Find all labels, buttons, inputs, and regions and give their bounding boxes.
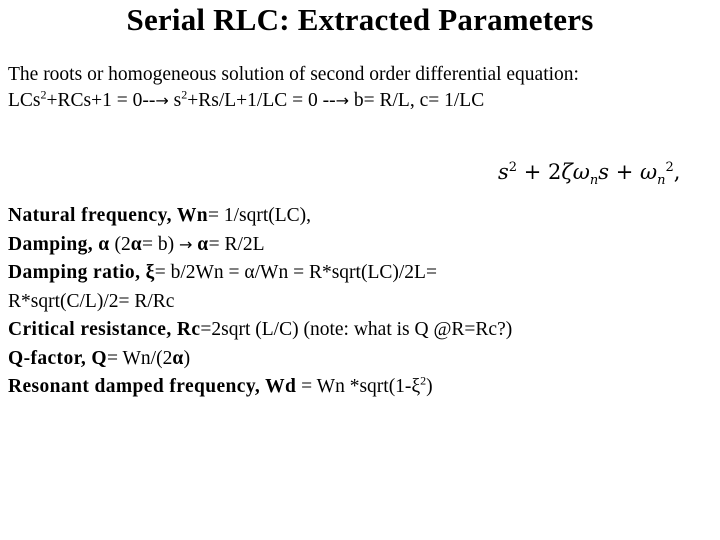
standard-form-equation bbox=[498, 160, 680, 188]
intro-part: +RCs+1 = 0-- bbox=[46, 90, 156, 111]
damping-ratio-value: = b/2Wn = bbox=[154, 262, 245, 283]
exponent: 2 bbox=[420, 373, 427, 388]
slide-title: Serial RLC: Extracted Parameters bbox=[126, 2, 594, 37]
damping-value: (2 bbox=[109, 233, 131, 255]
xi-symbol: ξ bbox=[145, 262, 155, 283]
intro-part: b= R/L, c= 1/LC bbox=[349, 90, 485, 111]
formula-exponent: 2 bbox=[508, 160, 518, 175]
alpha-symbol: α bbox=[130, 233, 143, 255]
right-arrow-icon: → bbox=[155, 91, 169, 110]
formula-subscript: n bbox=[657, 173, 666, 189]
resonant-frequency-value: ) bbox=[426, 376, 433, 397]
natural-frequency-value: = 1/sqrt(LC), bbox=[207, 205, 312, 226]
alpha-symbol: α bbox=[172, 347, 184, 369]
alpha-symbol: α bbox=[197, 233, 209, 255]
formula-symbol: s bbox=[498, 160, 509, 184]
damping-value: = R/2L bbox=[208, 233, 265, 255]
damping-ratio-value: /Wn = R*sqrt(LC)/2L= bbox=[254, 262, 437, 283]
damping-ratio-line bbox=[8, 259, 720, 288]
resonant-frequency-value: = Wn *sqrt(1- bbox=[296, 376, 412, 397]
intro-part: +Rs/L+1/LC = 0 -- bbox=[187, 90, 336, 111]
damping-line bbox=[8, 231, 720, 260]
right-arrow-icon: → bbox=[335, 91, 350, 110]
formula-symbol: s bbox=[598, 160, 610, 184]
resonant-frequency-line bbox=[8, 373, 720, 402]
critical-resistance-value: =2sqrt (L/C) (note: what is Q @R=Rc?) bbox=[200, 319, 513, 340]
critical-resistance-label: Critical resistance, Rc bbox=[8, 319, 201, 340]
q-factor-value: ) bbox=[183, 347, 191, 369]
formula-exponent: 2 bbox=[665, 160, 674, 175]
q-factor-line bbox=[8, 345, 720, 374]
natural-frequency-label: Natural frequency, Wn bbox=[8, 205, 208, 226]
formula-symbol: , bbox=[673, 160, 681, 184]
intro-part: s bbox=[168, 90, 182, 111]
intro-part: LCs bbox=[8, 90, 41, 111]
formula-symbol: ω bbox=[640, 160, 658, 184]
formula-symbol: ζ bbox=[561, 160, 573, 184]
intro-line-1: The roots or homogeneous solution of second order differential equation: bbox=[8, 64, 579, 85]
alpha-symbol: α bbox=[244, 262, 255, 283]
xi-symbol: ξ bbox=[411, 376, 421, 397]
formula-subscript: n bbox=[589, 173, 599, 189]
damping-ratio-label: Damping ratio, bbox=[8, 262, 146, 283]
intro-line-2 bbox=[8, 88, 720, 114]
damping-ratio-continuation: R*sqrt(C/L)/2= R/Rc bbox=[8, 290, 175, 312]
exponent: 2 bbox=[181, 87, 188, 102]
q-factor-label: Q-factor, Q bbox=[8, 347, 107, 369]
damping-label: Damping, bbox=[8, 233, 99, 255]
right-arrow-icon: → bbox=[179, 234, 193, 254]
exponent: 2 bbox=[40, 87, 47, 102]
alpha-symbol: α bbox=[98, 233, 110, 255]
resonant-frequency-label: Resonant damped frequency, Wd bbox=[8, 376, 297, 397]
damping-value: = b) bbox=[142, 233, 180, 255]
formula-symbol: + 2 bbox=[517, 160, 562, 184]
q-factor-value: = Wn/(2 bbox=[107, 347, 173, 369]
natural-frequency-line bbox=[8, 202, 720, 231]
intro-text bbox=[8, 62, 720, 114]
critical-resistance-line bbox=[8, 316, 720, 345]
formula-symbol: ω bbox=[572, 160, 590, 184]
formula-symbol: + bbox=[609, 160, 640, 184]
parameter-list bbox=[8, 202, 720, 402]
